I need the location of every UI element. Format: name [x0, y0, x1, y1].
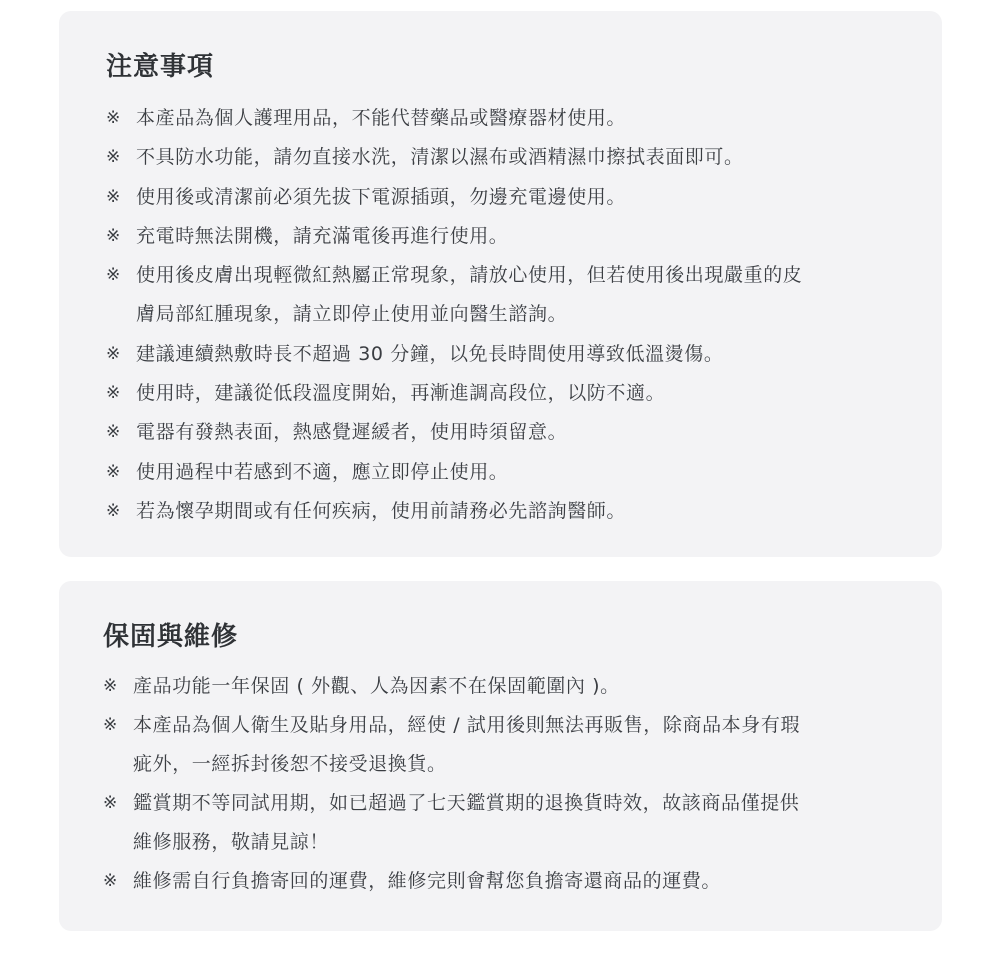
reference-mark-icon: ※	[106, 383, 121, 404]
reference-mark-icon: ※	[103, 793, 118, 813]
precaution-item	[106, 374, 902, 413]
warranty-text: 鑑賞期不等同試用期，如已超過了七天鑑賞期的退換貨時效，故該商品僅提供 維修服務，敬請見諒！	[133, 792, 800, 853]
precaution-item	[106, 335, 902, 374]
reference-mark-icon: ※	[106, 500, 121, 521]
reference-mark-icon: ※	[106, 422, 121, 443]
precaution-item	[106, 217, 902, 256]
precaution-text: 建議連續熱敷時長不超過 30 分鐘，以免長時間使用導致低溫燙傷。	[136, 342, 724, 365]
precaution-item	[106, 492, 902, 531]
reference-mark-icon: ※	[103, 715, 118, 735]
precautions-list	[106, 99, 902, 531]
precaution-item	[106, 99, 902, 138]
warranty-item	[103, 706, 902, 784]
precaution-text: 電器有發熱表面，熱感覺遲緩者，使用時須留意。	[136, 421, 568, 444]
precaution-text: 不具防水功能，請勿直接水洗，清潔以濕布或酒精濕巾擦拭表面即可。	[136, 146, 744, 169]
reference-mark-icon: ※	[106, 265, 121, 286]
warranty-list	[103, 667, 902, 901]
reference-mark-icon: ※	[106, 461, 121, 482]
warranty-text: 本產品為個人衛生及貼身用品，經使 / 試用後則無法再販售，除商品本身有瑕 疵外，一經拆封後恕不接受退換貨。	[133, 714, 801, 775]
precautions-card	[59, 11, 942, 557]
reference-mark-icon: ※	[106, 147, 121, 168]
warranty-text: 維修需自行負擔寄回的運費，維修完則會幫您負擔寄還商品的運費。	[133, 870, 722, 892]
precaution-text: 使用後或清潔前必須先拔下電源插頭，勿邊充電邊使用。	[136, 185, 627, 208]
precaution-text: 使用後皮膚出現輕微紅熱屬正常現象，請放心使用，但若使用後出現嚴重的皮 膚局部紅腫現象，請立即停止使用並向醫生諮詢。	[136, 264, 803, 326]
warranty-item	[103, 862, 902, 901]
warranty-card	[59, 581, 942, 931]
warranty-title: 保固與維修	[103, 622, 239, 652]
precaution-item	[106, 453, 902, 492]
precaution-text: 若為懷孕期間或有任何疾病，使用前請務必先諮詢醫師。	[136, 499, 627, 522]
precautions-title: 注意事項	[106, 52, 215, 82]
reference-mark-icon: ※	[106, 225, 121, 246]
reference-mark-icon: ※	[103, 871, 118, 891]
warranty-item	[103, 667, 902, 706]
precaution-item	[106, 256, 902, 335]
precaution-item	[106, 178, 902, 217]
reference-mark-icon: ※	[106, 186, 121, 207]
precaution-text: 充電時無法開機，請充滿電後再進行使用。	[136, 224, 509, 247]
reference-mark-icon: ※	[106, 108, 121, 128]
precaution-text: 使用過程中若感到不適，應立即停止使用。	[136, 460, 509, 483]
precaution-text: 使用時，建議從低段溫度開始，再漸進調高段位，以防不適。	[136, 382, 666, 405]
precaution-item	[106, 413, 902, 452]
reference-mark-icon: ※	[106, 343, 121, 364]
reference-mark-icon: ※	[103, 676, 118, 696]
precaution-item	[106, 138, 902, 177]
warranty-text: 產品功能一年保固 ( 外觀、人為因素不在保固範圍內 )。	[133, 675, 620, 697]
warranty-item	[103, 784, 902, 862]
precaution-text: 本產品為個人護理用品，不能代替藥品或醫療器材使用。	[136, 107, 627, 129]
